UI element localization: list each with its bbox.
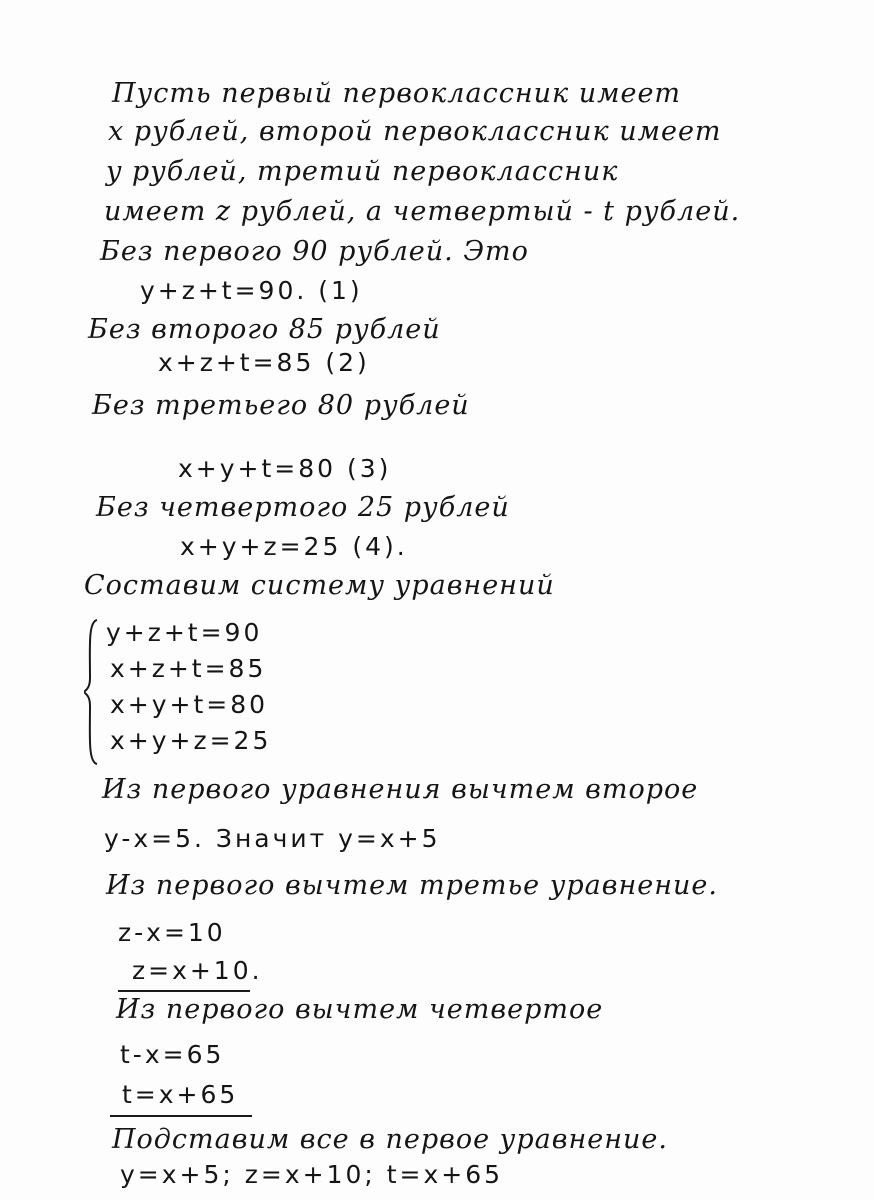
text-line-7: Без третьего 80 рублей: [92, 390, 470, 421]
equation-4: x+y+z=25 (4).: [180, 532, 408, 561]
system-equation-1: y+z+t=90: [106, 618, 263, 647]
text-line-12: Из первого вычтем четвертое: [116, 994, 604, 1025]
underline-z: [118, 990, 250, 992]
text-line-4: имеет z рублей, а четвертый - t рублей.: [104, 196, 741, 227]
equation-z-result: z=x+10.: [132, 956, 263, 985]
system-brace: [84, 618, 98, 766]
equation-3: x+y+t=80 (3): [178, 454, 392, 483]
equation-result-y: y-x=5. Значит y=x+5: [104, 824, 441, 853]
equation-2: x+z+t=85 (2): [158, 348, 370, 377]
underline-t: [110, 1115, 252, 1117]
text-line-3: y рублей, третий первоклассник: [106, 156, 619, 187]
text-line-6: Без второго 85 рублей: [88, 314, 441, 345]
equation-z-diff: z-x=10: [118, 918, 226, 947]
text-line-5: Без первого 90 рублей. Это: [100, 236, 529, 267]
system-equation-4: x+y+z=25: [110, 726, 272, 755]
system-equation-2: x+z+t=85: [110, 654, 267, 683]
equation-t-diff: t-x=65: [120, 1040, 225, 1069]
equation-1: y+z+t=90. (1): [140, 276, 363, 305]
text-line-8: Без четвертого 25 рублей: [96, 492, 510, 523]
text-line-9: Составим систему уравнений: [84, 570, 555, 601]
text-line-1: Пусть первый первоклассник имеет: [112, 78, 682, 109]
text-line-11: Из первого вычтем третье уравнение.: [106, 870, 718, 901]
text-line-10: Из первого уравнения вычтем второе: [102, 774, 699, 805]
text-line-13: Подставим все в первое уравнение.: [112, 1124, 668, 1155]
text-line-2: x рублей, второй первоклассник имеет: [108, 116, 722, 147]
equation-substitution: y=x+5; z=x+10; t=x+65: [120, 1160, 504, 1189]
equation-t-result: t=x+65: [122, 1080, 239, 1109]
system-equation-3: x+y+t=80: [110, 690, 269, 719]
